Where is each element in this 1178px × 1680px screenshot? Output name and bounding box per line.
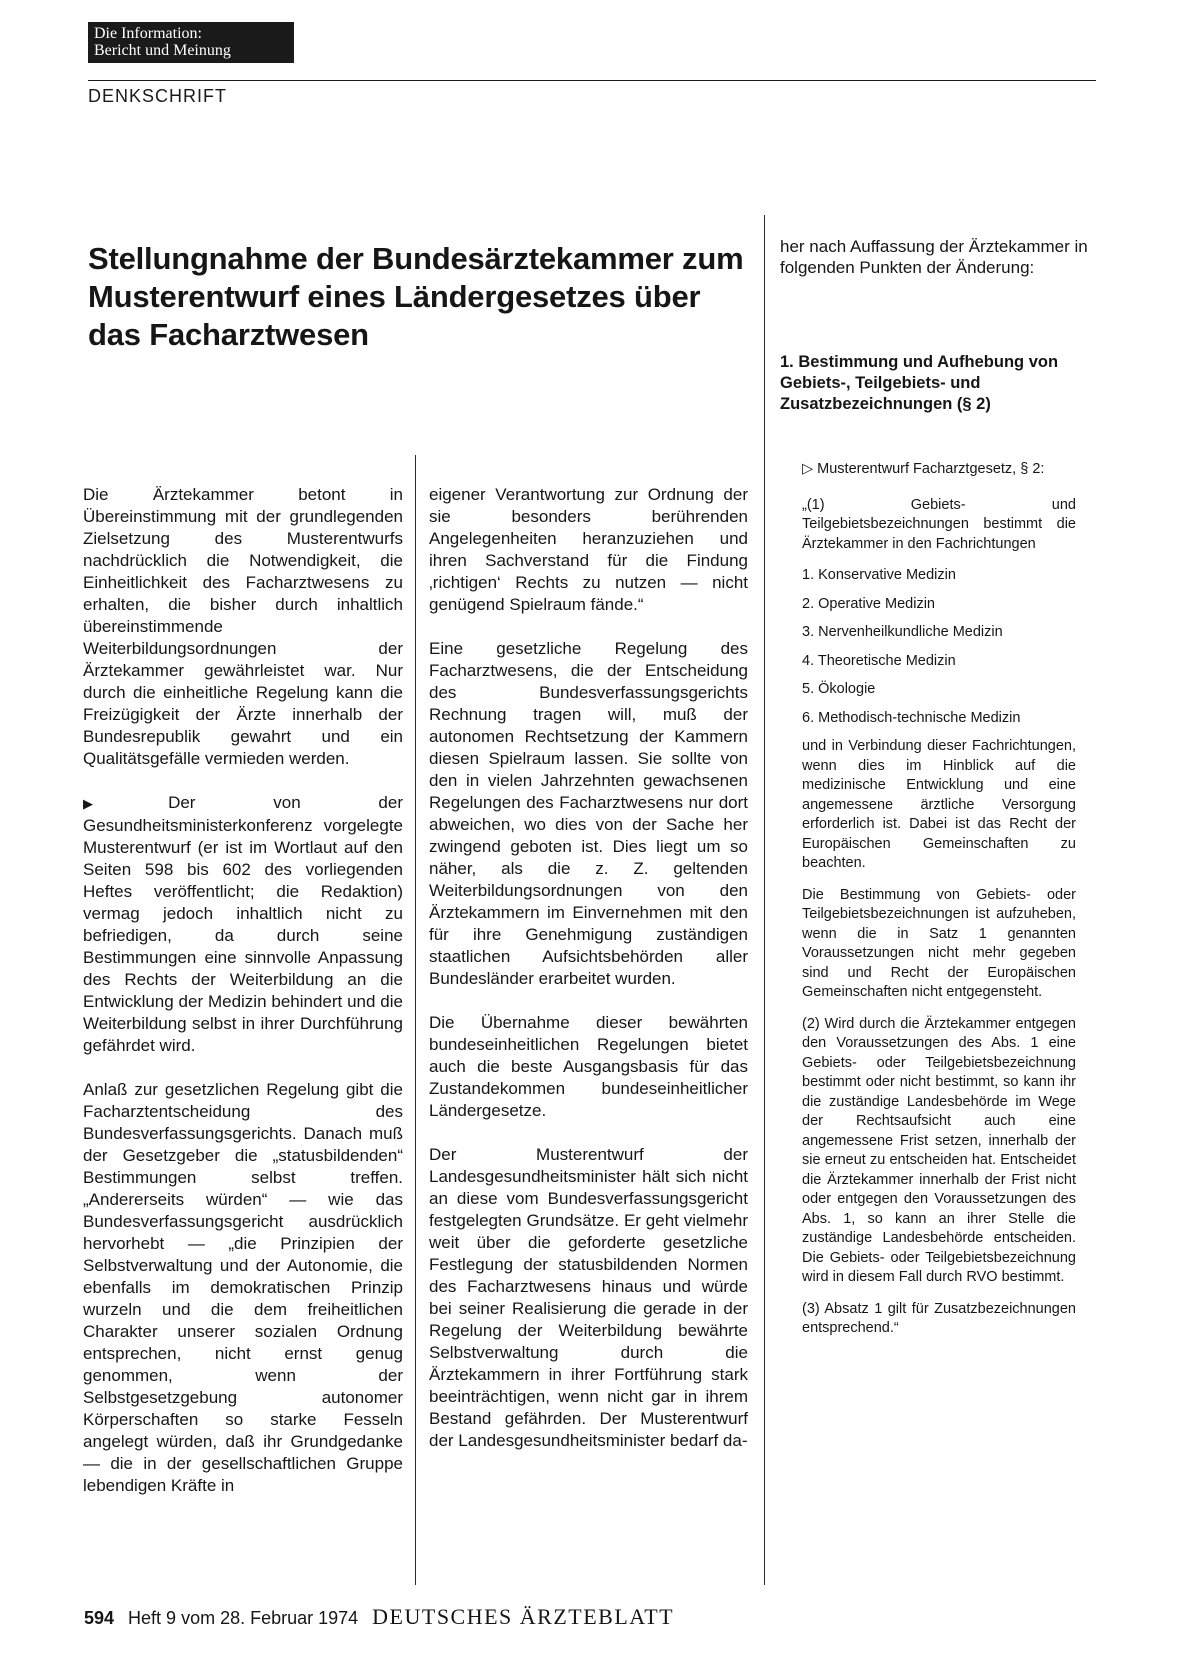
journal-name: DEUTSCHES ÄRZTEBLATT (372, 1604, 675, 1629)
list-item: 5. Ökologie (802, 681, 876, 697)
paragraph: Die Ärztekammer betont in Übereinstimmung mit der grundlegenden Zielsetzung des Musterentwurfs nachdrücklich die Notwendigkeit, die Einheitlichkeit des Facharztwesens zu erhalten, die bisher durch inhaltlich übereinstimmende Weiterbildungsordnungen der Ärztekammer gewährleistet war. Nur durch die einheitliche Regelung kann die Freizügigkeit der Ärzte innerhalb der Bundesrepublik gewahrt und ein Qualitätsgefälle vermieden werden. (83, 485, 403, 768)
body-column-middle (429, 484, 748, 1474)
draft-reference: ▷ Musterentwurf Facharztgesetz, § 2: (802, 460, 1076, 480)
quote-paragraph: (3) Absatz 1 gilt für Zusatzbezeichnungen entsprechend.“ (802, 1300, 1076, 1336)
column-divider-left (415, 455, 416, 1585)
paragraph: ▶ Der von der Gesundheitsministerkonferenz vorgelegte Musterentwurf (er ist im Wortlaut auf den Seiten 598 bis 602 des vorliegenden Heftes veröffentlicht; die Redaktion) vermag jedoch inhaltlich nicht zu befriedigen, da durch seine Bestimmungen eine sinnvolle Anpassung des Rechts der Weiterbildung an die Entwicklung der Medizin behindert und die Weiterbildung selbst in ihrer Durchführung gefährdet wird. (83, 792, 403, 1057)
list-item: 1. Konservative Medizin (802, 567, 956, 583)
list-item: 3. Nervenheilkundliche Medizin (802, 624, 1003, 640)
body-column-left (83, 484, 403, 1519)
paragraph: Der Musterentwurf der Landesgesundheitsminister hält sich nicht an diese vom Bundesverfassungsgericht festgelegten Grundsätze. Er geht vielmehr weit über die geforderte gesetzliche Festlegung der statusbildenden Normen des Facharztwesens hinaus und würde bei seiner Realisierung die gerade in der Regelung der Weiterbildung bewährte Selbstverwaltung durch die Ärztekammern in ihrer Fortführung stark beeinträchtigen, wenn nicht gar in ihrem Bestand gefährden. Der Musterentwurf der Landesgesundheitsminister bedarf da- (429, 1145, 748, 1450)
rubric-line-1: Die Information: (94, 25, 202, 42)
paragraph: Anlaß zur gesetzlichen Regelung gibt die Facharztentscheidung des Bundesverfassungsgerichts. Danach muß der Gesetzgeber die „statusbildenden“ Bestimmungen selbst treffen. „Andererseits würden“ — wie das Bundesverfassungsgericht ausdrücklich hervorhebt — „die Prinzipien der Selbstverwaltung und der Autonomie, die ebenfalls im demokratischen Prinzip wurzeln und die dem freiheitlichen Charakter unserer sozialen Ordnung entsprechen, nicht ernst genug genommen, wenn der Selbstgesetzgebung autonomer Körperschaften so starke Fesseln angelegt würden, daß ihr Grundgedanke — die in der gesellschaftlichen Gruppe lebendigen Kräfte in (83, 1080, 403, 1495)
paragraph: Die Übernahme dieser bewährten bundeseinheitlichen Regelungen bietet auch die beste Ausgangsbasis für das Zustandekommen bundeseinheitlicher Ländergesetze. (429, 1013, 748, 1120)
issue-info: Heft 9 vom 28. Februar 1974 (128, 1608, 359, 1628)
subheading: 1. Bestimmung und Aufhebung von Gebiets-, Teilgebiets- und Zusatzbezeichnungen (§ 2) (780, 353, 1059, 413)
discipline-list (802, 566, 1076, 728)
page-footer (84, 1604, 674, 1630)
section-label: DENKSCHRIFT (88, 86, 228, 106)
right-column-intro: her nach Auffassung der Ärztekammer in folgenden Punkten der Änderung: (780, 237, 1088, 277)
page-number: 594 (84, 1608, 115, 1628)
paragraph: Eine gesetzliche Regelung des Facharztwesens, die der Entscheidung des Bundesverfassungsgerichts Rechnung tragen will, muß der autonomen Rechtsetzung der Kammern diesen Spielraum lassen. Sie sollte von den in vielen Jahrzehnten gewachsenen Regelungen des Facharztwesens nur dort abweichen, wo dies von der Sache her zwingend geboten ist. Dies liegt um so näher, als die z. Z. geltenden Weiterbildungsordnungen von den Ärztekammern im Einvernehmen mit den für ihre Genehmigung zuständigen staatlichen Aufsichtsbehörden aller Bundesländer erarbeitet wurden. (429, 639, 748, 988)
article-headline: Stellungnahme der Bundesärztekammer zum Musterentwurf eines Ländergesetzes über das Facharztwesen (88, 241, 744, 352)
quote-paragraph: (2) Wird durch die Ärztekammer entgegen den Voraussetzungen des Abs. 1 eine Gebiets- oder Teilgebietsbezeichnung bestimmt oder nicht bestimmt, so kann ihr die zuständige Landesbehörde im Wege der Rechtsaufsicht auch eine angemessene Frist setzen, innerhalb der sie erneut zu entscheiden hat. Entscheidet die Ärztekammer innerhalb der Frist nicht oder entgegen den Voraussetzungen des Abs. 1, so kann an ihrer Stelle die zuständige Landesbehörde entscheiden. Die Gebiets- oder Teilgebietsbezeichnung wird in diesem Fall durch RVO bestimmt. (802, 1015, 1076, 1285)
header-rule (88, 80, 1096, 81)
quote-paragraph: Die Bestimmung von Gebiets- oder Teilgebietsbezeichnungen ist aufzuheben, wenn die in Satz 1 genannten Voraussetzungen nicht mehr gegeben sind und Recht der Europäischen Gemeinschaften nicht entgegensteht. (802, 886, 1076, 1000)
list-item: 6. Methodisch-technische Medizin (802, 709, 1021, 726)
column-divider-right (764, 215, 765, 1585)
quote-paragraph: und in Verbindung dieser Fachrichtungen, wenn dies im Hinblick auf die medizinische Entwicklung und eine angemessene ärztliche Versorgung erforderlich ist. Dabei ist das Recht der Europäischen Gemeinschaften zu beachten. (802, 738, 1076, 871)
list-item: 4. Theoretische Medizin (802, 652, 956, 669)
rubric-line-2: Bericht und Meinung (94, 42, 231, 59)
list-item: 2. Operative Medizin (802, 595, 935, 612)
paragraph: eigener Verantwortung zur Ordnung der sie besonders berührenden Angelegenheiten heranzuziehen und ihren Sachverstand für die Findung ‚richtigen‘ Rechts zu nutzen — nicht genügend Spielraum fände.“ (429, 485, 748, 614)
body-column-right (802, 460, 1076, 1351)
quote-paragraph: „(1) Gebiets- und Teilgebietsbezeichnungen bestimmt die Ärztekammer in den Fachrichtungen (802, 496, 1076, 552)
rubric-box (88, 22, 294, 63)
